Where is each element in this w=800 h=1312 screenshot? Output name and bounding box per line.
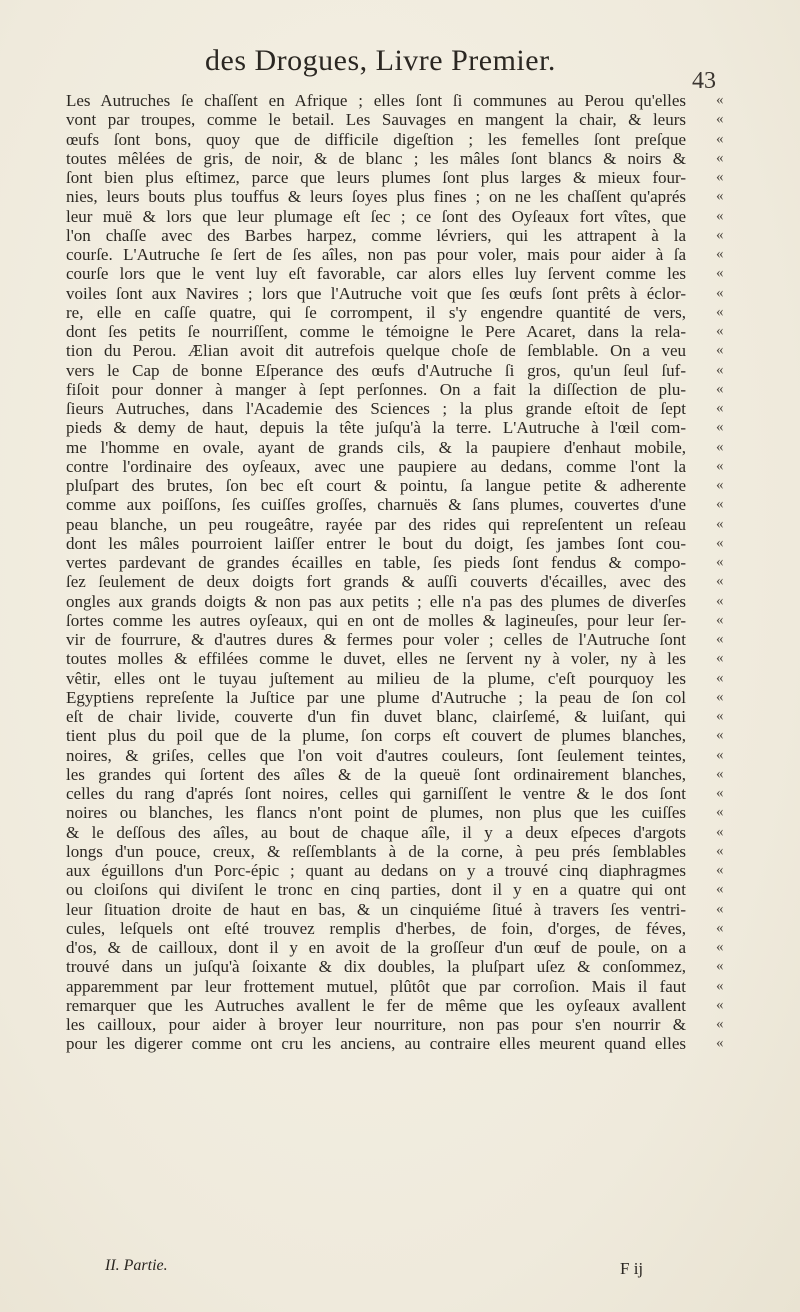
text-line: d'os, & de cailloux, dont il y en avoit de la groſſeur d'un œuf de poule, on a [66, 938, 686, 957]
quote-mark: « [716, 592, 724, 609]
text-line: me l'homme en ovale, ayant de grands cils, & la paupiere d'enhaut mobile, [66, 437, 686, 457]
text-line: Les Autruches ſe chaſſent en Afrique ; elles ſont ſi communes au Perou qu'elles [66, 91, 686, 110]
quote-mark: « [716, 284, 724, 301]
text-line: les grandes qui ſortent des aîles & de la queuë ſont ordinairement blanches, [66, 764, 686, 784]
quote-mark: « [716, 919, 724, 936]
text-line: cules, leſquels ont eſté trouvez remplis d'herbes, de foin, d'orges, de féves, [66, 918, 686, 938]
text-line: celles du rang d'aprés ſont noires, celles qui garniſſent le ventre & le dos ſont [66, 784, 686, 803]
quote-mark: « [716, 804, 724, 821]
quote-mark: « [716, 380, 724, 397]
quote-mark: « [716, 862, 724, 878]
quote-mark: « [716, 746, 724, 763]
quote-mark: « [716, 765, 724, 782]
text-line: pluſpart des brutes, ſon bec eſt court & pointu, ſa langue petite & adherente [66, 476, 686, 495]
quote-mark: « [716, 650, 724, 667]
quote-mark: « [716, 977, 724, 994]
page-number: 43 [692, 68, 716, 94]
quote-mark: « [716, 130, 724, 147]
quote-mark: « [716, 265, 724, 282]
text-line: leur muë & lors que leur plumage eſt ſec ; ce ſont des Oyſeaux fort vîtes, que [66, 206, 686, 226]
signature-mark: F ij [620, 1259, 644, 1278]
text-line: vertes pardevant de grandes écailles en table, ſes pieds ſont fendus & compo- [66, 553, 686, 572]
text-line: dont ſes petits ſe nourriſſent, comme le témoigne le Pere Acaret, dans la rela- [66, 322, 686, 341]
quote-mark: « [716, 631, 724, 647]
text-line: toutes mêlées de gris, de noir, & de blanc ; les mâles ſont blancs & noirs & [66, 148, 686, 168]
quote-mark: « [716, 881, 724, 898]
text-line: courſe lors que le vent luy eſt favorable, car alors elles luy ſervent comme les [66, 264, 686, 284]
quote-mark: « [716, 534, 724, 551]
text-line: les cailloux, pour aider à broyer leur nourriture, non pas pour s'en nourrir & [66, 1015, 686, 1034]
quote-mark: « [716, 438, 724, 455]
text-line: l'on chaſſe avec des Barbes harpez, comme lévriers, qui les attrapent à la [66, 225, 686, 245]
text-line: re, elle en caſſe quatre, qui ſe corrompent, il s'y engendre quantité de vers, [66, 302, 686, 322]
text-line: fiſoit pour donner à manger à ſept perſonnes. On a fait la diſſection de plu- [66, 379, 686, 399]
text-line: trouvé dans un juſqu'à ſoixante & dix doubles, la pluſpart uſez & conſommez, [66, 957, 686, 977]
quote-mark: « [716, 669, 724, 686]
text-line: ſont bien plus eſtimez, parce que leurs plumes ſont plus larges & mieux four- [66, 168, 686, 187]
body-text [66, 91, 686, 1054]
running-title: des Drogues, Livre Premier. [205, 44, 556, 77]
quote-mark: « [716, 111, 724, 128]
text-line: voiles ſont aux Navires ; lors que l'Autruche voit que ſes œufs ſont prêts à éclor- [66, 283, 686, 303]
quote-mark: « [716, 554, 724, 570]
quote-mark: « [716, 323, 724, 339]
text-line: comme aux poiſſons, ſes cuiſſes groſſes, charnuës & ſans plumes, couvertes d'une [66, 495, 686, 515]
quote-mark: « [716, 477, 724, 493]
quote-mark: « [716, 958, 724, 975]
page-footer [0, 1257, 800, 1293]
text-line: eſt de chair livide, couverte d'un fin duvet blanc, clairſemé, & luiſant, qui [66, 707, 686, 726]
quote-mark: « [716, 708, 724, 724]
text-line: leur ſituation droite de haut en bas, & un cinquiéme ſitué à travers ſes ventri- [66, 899, 686, 919]
quote-mark: « [716, 1035, 724, 1052]
quote-mark: « [716, 496, 724, 513]
part-label: II. Partie. [105, 1257, 168, 1274]
text-line: tion du Perou. Ælian avoit dit autrefois quelque choſe de ſemblable. On a veu [66, 341, 686, 361]
quote-mark: « [716, 727, 724, 744]
text-line: vêtir, elles ont le tuyau juſtement au milieu de la plume, c'eſt pourquoy les [66, 668, 686, 688]
quote-mark: « [716, 246, 724, 262]
quote-mark: « [716, 188, 724, 205]
quote-mark: « [716, 515, 724, 532]
quote-mark: « [716, 361, 724, 378]
text-line: Egyptiens repreſente la Juſtice par une plume d'Autruche ; la peau de ſon col [66, 687, 686, 707]
quote-mark: « [716, 342, 724, 359]
quote-mark: « [716, 939, 724, 955]
quote-mark: « [716, 226, 724, 243]
text-line: ſez ſeulement de deux doigts fort grands & auſſi couverts d'écailles, avec des [66, 572, 686, 592]
text-line: ongles aux grands doigts & non pas aux petits ; elle n'a pas des plumes de diverſes [66, 591, 686, 611]
text-line: ou cloiſons qui diviſent le tronc en cinq parties, dont il y en a quatre qui ont [66, 880, 686, 900]
text-line: peau blanche, un peu rougeâtre, rayée par des rides qui repreſentent un reſeau [66, 514, 686, 534]
text-line: contre l'ordinaire des oyſeaux, avec une paupiere au dedans, comme l'ont la [66, 456, 686, 476]
quote-mark: « [716, 149, 724, 166]
text-line: nies, leurs bouts plus touffus & leurs ſoyes plus fines ; on ne les chaſſent qu'aprés [66, 187, 686, 207]
quote-mark: « [716, 419, 724, 436]
quote-mark: « [716, 92, 724, 108]
text-line: œufs ſont bons, quoy que de difficile digeſtion ; les femelles ſont preſque [66, 129, 686, 149]
quote-mark: « [716, 169, 724, 185]
text-line: pieds & demy de haut, depuis la tête juſqu'à la terre. L'Autruche à l'œil com- [66, 418, 686, 438]
text-line: courſe. L'Autruche ſe ſert de ſes aîles, non pas pour voler, mais pour aider à ſa [66, 245, 686, 264]
quote-mark: « [716, 842, 724, 859]
quote-mark: « [716, 996, 724, 1013]
text-line: noires ou blanches, les flancs n'ont point de plumes, non plus que les cuiſſes [66, 803, 686, 823]
quote-mark: « [716, 900, 724, 917]
quote-mark: « [716, 785, 724, 801]
quote-mark: « [716, 823, 724, 840]
text-line: ſieurs Autruches, dans l'Academie des Sciences ; la plus grande eſtoit de ſept [66, 399, 686, 418]
quote-mark: « [716, 573, 724, 590]
text-line: ſortes comme les autres oyſeaux, qui en ont de molles & lagineuſes, pour leur ſer- [66, 610, 686, 630]
text-line: vers le Cap de bonne Eſperance des œufs d'Autruche ſi gros, qu'un ſeul ſuf- [66, 360, 686, 380]
text-line: toutes molles & effilées comme le duvet, elles ne ſervent ny à voler, ny à les [66, 649, 686, 669]
text-line: tient plus du poil que de la plume, ſon corps eſt couvert de plumes blanches, [66, 726, 686, 746]
quote-mark: « [716, 611, 724, 628]
quote-mark: « [716, 400, 724, 416]
quote-mark: « [716, 1016, 724, 1032]
quote-mark: « [716, 457, 724, 474]
text-line: vir de fourrure, & d'autres dures & fermes pour voler ; celles de l'Autruche ſont [66, 630, 686, 649]
text-line: vont par troupes, comme le betail. Les Sauvages en mangent la chair, & leurs [66, 110, 686, 130]
quote-mark: « [716, 688, 724, 705]
quote-mark: « [716, 207, 724, 224]
text-line: pour les digerer comme ont cru les anciens, au contraire elles meurent quand elles [66, 1034, 686, 1054]
text-line: longs d'un pouce, creux, & reſſemblants à de la corne, à peu prés ſemblables [66, 841, 686, 861]
text-line: & le deſſous des aîles, au bout de chaque aîle, il y a deux eſpeces d'argots [66, 822, 686, 842]
text-line: remarquer que les Autruches avallent le fer de même que les oyſeaux avallent [66, 995, 686, 1015]
margin-quotation-marks [716, 91, 746, 1054]
text-line: aux éguillons d'un Porc-épic ; quant au dedans on y a trouvé cinq diaphragmes [66, 861, 686, 880]
text-line: apparemment par leur frottement mutuel, plûtôt que par corroſion. Mais il faut [66, 976, 686, 996]
quote-mark: « [716, 303, 724, 320]
text-line: dont les mâles pourroient laiſſer entrer le bout du doigt, ſes jambes ſont cou- [66, 533, 686, 553]
running-head [0, 44, 800, 94]
text-line: noires, & griſes, celles que l'on voit d'autres couleurs, ſont ſeulement teintes, [66, 745, 686, 765]
